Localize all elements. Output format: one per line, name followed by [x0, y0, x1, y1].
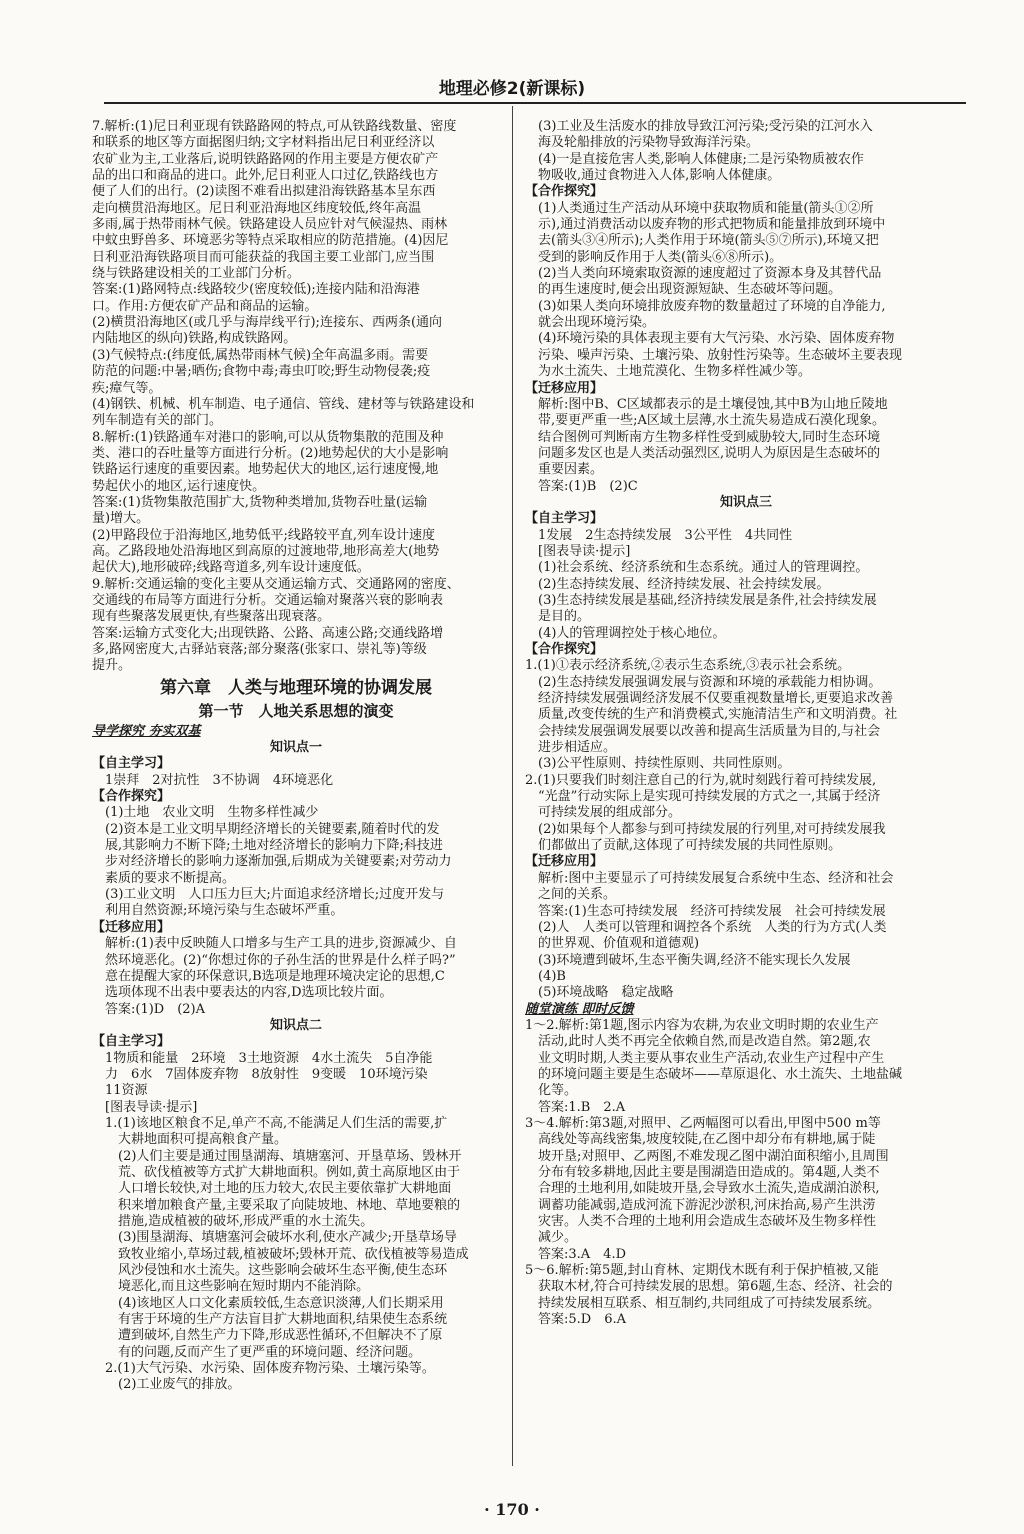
text-line: 海及轮船排放的污染物导致海洋污染。 — [525, 135, 760, 151]
text-line: (2)生态持续发展强调发展与资源和环境的承载能力相协调。 — [525, 674, 882, 690]
text-line: 污染、噪声污染、土壤污染、放射性污染等。生态破坏主要表现 — [525, 347, 903, 363]
text-line: 8.解析:(1)铁路通车对港口的影响,可以从货物集散的范围及种 — [92, 429, 444, 445]
text-line: 坡开垦;对照甲、乙两图,不难发现乙图中湖泊面积缩小,且周围 — [525, 1148, 889, 1164]
text-line: 的世界观、价值观和道德观) — [525, 936, 700, 952]
text-line: (4)B — [525, 968, 566, 984]
text-line: 高。乙路段地处沿海地区到高原的过渡地带,地形高差大(地势 — [92, 543, 440, 559]
text-line: 步对经济增长的影响力逐渐加强,后期成为关键要素;对劳动力 — [92, 854, 452, 870]
text-line: 解析:(1)表中反映随人口增多与生产工具的进步,资源减少、自 — [92, 936, 457, 952]
text-line: (5)环境战略 稳定战略 — [525, 985, 674, 1001]
text-line: 为水土流失、土地荒漠化、生物多样性减少等。 — [525, 364, 812, 380]
text-line: (4)环境污染的具体表现主要有大气污染、水污染、固体废弃物 — [525, 331, 895, 347]
text-line: 高线处等高线密集,坡度较陡,在乙图中却分布有耕地,属于陡 — [525, 1132, 876, 1148]
text-line: 去(箭头③④所示);人类作用于环境(箭头⑤⑦所示),环境又把 — [525, 233, 879, 249]
text-line: 1～2.解析:第1题,图示内容为农耕,为农业文明时期的农业生产 — [525, 1017, 879, 1033]
text-line: (4)钢铁、机械、机车制造、电子通信、管线、建材等与铁路建设和 — [92, 396, 475, 412]
text-line: 答案:(1)D (2)A — [92, 1001, 206, 1017]
text-line: (3)如果人类向环境排放废弃物的数量超过了环境的自净能力, — [525, 298, 886, 314]
text-line: 答案:1.B 2.A — [525, 1099, 626, 1115]
column-divider — [512, 106, 513, 1466]
text-line: 有的问题,反而产生了更严重的环境问题、经济问题。 — [92, 1344, 422, 1360]
text-line: 调蓄功能减弱,造成河流下游泥沙淤积,河床抬高,易产生洪涝 — [525, 1197, 876, 1213]
subheading: 【迁移应用】 — [92, 919, 171, 935]
text-line: 口。作用:方便农矿产品和商品的运输。 — [92, 298, 318, 314]
text-line: 活动,此时人类不再完全依赖自然,而是改造自然。第2题,农 — [525, 1034, 871, 1050]
text-line: 合理的土地利用,如陡坡开垦,会导致水土流失,造成湖泊淤积, — [525, 1181, 880, 1197]
text-line: 有害于环境的生产方法盲目扩大耕地面积,结果使生态系统 — [92, 1312, 448, 1328]
subheading: 知识点二 — [269, 1017, 322, 1033]
text-line: 多,路网密度大,古驿站衰落;部分聚落(张家口、崇礼等)等级 — [92, 642, 427, 657]
text-line: 结合图例可判断南方生物多样性受到威胁较大,同时生态环境 — [525, 429, 881, 445]
text-line: (2)横贯沿海地区(或几乎与海岸线平行);连接东、西两条(通向 — [92, 315, 443, 331]
text-line: 荒、砍伐植被等方式扩大耕地面积。例如,黄土高原地区由于 — [92, 1164, 461, 1180]
text-line: (2)生态持续发展、经济持续发展、社会持续发展。 — [525, 576, 830, 592]
text-line: 物吸收,通过食物进入人体,影响人体健康。 — [525, 168, 781, 184]
text-line: 示),通过消费活动以废弃物的形式把物质和能量排放到环境中 — [525, 217, 886, 233]
text-line: (2)人 人类可以管理和调控各个系统 人类的行为方式(人类 — [525, 919, 887, 935]
text-line: 问题多发区也是人类活动强烈区,说明人为原因是生态破坏的 — [525, 445, 881, 461]
section-banner: 随堂演练 即时反馈 — [525, 1001, 634, 1017]
text-line: 11资源 — [92, 1083, 148, 1099]
text-line: (2)如果每个人都参与到可持续发展的行列里,对可持续发展我 — [525, 821, 886, 837]
text-line: (1)土地 农业文明 生物多样性减少 — [92, 805, 319, 821]
text-line: 重要因素。 — [525, 462, 604, 478]
text-line: 利用自然资源;环境污染与生态破坏严重。 — [92, 903, 344, 919]
text-line: (3)生态持续发展是基础,经济持续发展是条件,社会持续发展 — [525, 592, 877, 608]
text-line: 答案:运输方式变化大;出现铁路、公路、高速公路;交通线路增 — [92, 625, 444, 641]
text-line: [图表导读·提示] — [92, 1099, 198, 1115]
subheading: 【自主学习】 — [92, 1034, 171, 1050]
section-title: 第一节 人地关系思想的演变 — [198, 701, 394, 720]
text-line: 列车制造有关的部门。 — [92, 413, 223, 429]
text-line: 可持续发展的组成部分。 — [525, 805, 682, 821]
left-column — [92, 119, 500, 1494]
text-line: 意在提醒大家的环保意识,B选项是地理环境决定论的思想,C — [92, 968, 445, 984]
text-line: 答案:(1)B (2)C — [525, 478, 638, 494]
text-line: (2)人们主要是通过围垦湖海、填塘塞河、开垦草场、毁林开 — [92, 1148, 462, 1164]
text-line: 带,要更严重一些;A区域土层薄,水土流失易造成石漠化现象。 — [525, 413, 886, 429]
text-line: 就会出现环境污染。 — [525, 315, 656, 331]
subheading: 【自主学习】 — [92, 756, 171, 772]
text-line: 受到的影响反作用于人类(箭头⑥⑧所示)。 — [525, 249, 783, 265]
text-line: 力 6水 7固体废弃物 8放射性 9变暖 10环境污染 — [92, 1066, 428, 1082]
text-line: 质量,改变传统的生产和消费模式,实施清洁生产和文明消费。社 — [525, 707, 898, 723]
subheading: 【合作探究】 — [525, 184, 604, 200]
header-rule — [104, 102, 966, 104]
text-line: 的再生速度时,便会出现资源短缺、生态破坏等问题。 — [525, 282, 842, 298]
text-line: 之间的关系。 — [525, 887, 617, 903]
text-line: 经济持续发展强调经济发展不仅要重视数量增长,更要追求改善 — [525, 691, 894, 707]
text-line: 解析:图中B、C区域都表示的是土壤侵蚀,其中B为山地丘陵地 — [525, 396, 888, 412]
text-line: 和联系的地区等方面据图归纳;文字材料指出尼日利亚经济以 — [92, 135, 435, 151]
text-line: 日利亚沿海铁路项目而可能获益的我国主要工业部门,应当围 — [92, 249, 435, 265]
right-column — [525, 119, 967, 1464]
text-line: 1.(1)该地区粮食不足,单产不高,不能满足人们生活的需要,扩 — [92, 1115, 448, 1131]
text-line: 大耕地面积可提高粮食产量。 — [92, 1132, 288, 1148]
section-banner: 导学探究 夯实双基 — [92, 723, 201, 739]
text-line: 量)增大。 — [92, 511, 150, 527]
text-line: 5～6.解析:第5题,封山育林、定期伐木既有利于保护植被,又能 — [525, 1263, 879, 1279]
text-line: (3)公平性原则、持续性原则、共同性原则。 — [525, 756, 791, 772]
text-line: 们都做出了贡献,这体现了可持续发展的共同性原则。 — [525, 838, 842, 854]
text-line: 灾害。人类不合理的土地利用会造成生态破坏及生物多样性 — [525, 1214, 877, 1230]
text-line: 中蚊虫野兽多、环境恶劣等特点采取相应的防范措施。(4)因尼 — [92, 233, 449, 249]
text-line: 3～4.解析:第3题,对照甲、乙两幅图可以看出,甲图中500 m等 — [525, 1115, 881, 1131]
page-title: 地理必修2(新课标) — [438, 79, 586, 99]
text-line: “光盘”行动实际上是实现可持续发展的方式之一,其属于经济 — [525, 789, 881, 805]
text-line: 走向横贯沿海地区。尼日利亚沿海地区纬度较低,终年高温 — [92, 200, 422, 216]
text-line: 7.解析:(1)尼日利亚现有铁路路网的特点,可从铁路线数量、密度 — [92, 119, 457, 134]
text-line: 会持续发展强调发展要以改善和提高生活质量为目的,与社会 — [525, 723, 881, 739]
text-line: 化等。 — [525, 1083, 578, 1099]
text-line: 选项体现不出表中要表达的内容,D选项比较片面。 — [92, 985, 393, 1001]
text-line: 答案:(1)货物集散范围扩大,货物种类增加,货物吞吐量(运输 — [92, 494, 428, 510]
text-line: (3)围垦湖海、填塘塞河会破坏水利,使水产减少;开垦草场导 — [92, 1230, 457, 1246]
text-line: 1.(1)①表示经济系统,②表示生态系统,③表示社会系统。 — [525, 658, 851, 674]
subheading: 知识点三 — [719, 494, 772, 510]
text-line: 便了人们的出行。(2)读图不难看出拟建沿海铁路基本呈东西 — [92, 184, 436, 200]
text-line: 1发展 2生态持续发展 3公平性 4共同性 — [525, 527, 793, 543]
subheading: 【迁移应用】 — [525, 854, 604, 870]
text-line: 答案:(1)路网特点:线路较少(密度较低);连接内陆和沿海港 — [92, 282, 420, 298]
chapter-title: 第六章 人类与地理环境的协调发展 — [160, 677, 432, 698]
text-line: 措施,造成植被的破坏,形成严重的水土流失。 — [92, 1214, 374, 1229]
text-line: 9.解析:交通运输的变化主要从交通运输方式、交通路网的密度、 — [92, 576, 460, 592]
text-line: 进步相适应。 — [525, 740, 617, 756]
text-line: 铁路运行速度的重要因素。地势起伏大的地区,运行速度慢,地 — [92, 462, 439, 478]
text-line: 疾;瘴气等。 — [92, 380, 162, 396]
text-line: 现有些聚落发展更快,有些聚落出现衰落。 — [92, 609, 331, 625]
text-line: 人口增长较快,对土地的压力较大,农民主要依靠扩大耕地面 — [92, 1181, 452, 1197]
text-line: 遭到破坏,自然生产力下降,形成恶性循环,不但解决不了原 — [92, 1328, 443, 1344]
text-line: 2.(1)大气污染、水污染、固体废弃物污染、土壤污染等。 — [92, 1361, 435, 1377]
text-line: (1)人类通过生产活动从环境中获取物质和能量(箭头①②所 — [525, 200, 874, 216]
text-line: 农矿业为主,工业落后,说明铁路路网的作用主要是方便农矿产 — [92, 151, 439, 167]
text-line: 致牧业缩小,草场过载,植被破坏;毁林开荒、砍伐植被等易造成 — [92, 1246, 469, 1262]
text-line: 答案:5.D 6.A — [525, 1312, 626, 1328]
text-line: 1崇拜 2对抗性 3不协调 4环境恶化 — [92, 772, 334, 788]
text-line: (3)气候特点:(纬度低,属热带雨林气候)全年高温多雨。需要 — [92, 347, 429, 363]
text-line: (2)资本是工业文明早期经济增长的关键要素,随着时代的发 — [92, 821, 440, 837]
page-number: · 170 · — [484, 1500, 540, 1519]
subheading: 【迁移应用】 — [525, 380, 604, 396]
text-line: 类、港口的吞吐量等方面进行分析。(2)地势起伏的大小是影响 — [92, 445, 449, 461]
text-line: 多雨,属于热带雨林气候。铁路建设人员应针对气候湿热、雨林 — [92, 217, 448, 233]
text-line: 势起伏小的地区,运行速度快。 — [92, 478, 266, 494]
text-line: 的环境问题主要是生态破坏——草原退化、水土流失、土地盐碱 — [525, 1066, 903, 1082]
text-line: 素质的要求不断提高。 — [92, 870, 236, 886]
subheading: 【自主学习】 — [525, 511, 604, 527]
text-line: 2.(1)只要我们时刻注意自己的行为,就时刻践行着可持续发展, — [525, 772, 877, 788]
subheading: 知识点一 — [269, 740, 322, 756]
text-line: 品的出口和商品的进口。此外,尼日利亚人口过亿,铁路线也方 — [92, 168, 439, 184]
text-line: (2)甲路段位于沿海地区,地势低平;线路较平直,列车设计速度 — [92, 527, 436, 543]
text-line: 业文明时期,人类主要从事农业生产活动,农业生产过程中产生 — [525, 1050, 885, 1066]
text-line: 起伏大),地形破碎;线路弯道多,列车设计速度低。 — [92, 560, 370, 576]
text-line: (3)工业及生活废水的排放导致江河污染;受污染的江河水入 — [525, 119, 873, 134]
text-line: 境恶化,而且这些影响在短时期内不能消除。 — [92, 1279, 370, 1295]
text-line: 防范的问题:中暑;晒伤;食物中毒;毒虫叮咬;野生动物侵袭;疫 — [92, 364, 431, 380]
text-line: 分布有较多耕地,因此主要是围湖造田造成的。第4题,人类不 — [525, 1165, 880, 1180]
text-line: (3)工业文明 人口压力巨大;片面追求经济增长;过度开发与 — [92, 887, 445, 903]
text-line: 减少。 — [525, 1230, 578, 1246]
text-line: 持续发展相互联系、相互制约,共同组成了可持续发展系统。 — [525, 1295, 881, 1311]
subheading: 【合作探究】 — [525, 642, 604, 657]
text-line: (4)一是直接危害人类,影响人体健康;二是污染物质被农作 — [525, 151, 864, 167]
text-line: 积来增加粮食产量,主要采取了向陡坡地、林地、草地要粮的 — [92, 1197, 461, 1213]
text-line: (4)该地区人口文化素质较低,生态意识淡薄,人们长期采用 — [92, 1295, 444, 1311]
text-line: 交通线的布局等方面进行分析。交通运输对聚落兴衰的影响表 — [92, 592, 444, 608]
text-line: 绕与铁路建设相关的工业部门分析。 — [92, 266, 301, 282]
text-line: 内陆地区的纵向)铁路,构成铁路网。 — [92, 331, 297, 347]
text-line: 获取木材,符合可持续发展的思想。第6题,生态、经济、社会的 — [525, 1279, 893, 1295]
text-line: 风沙侵蚀和水土流失。这些影响会破坏生态平衡,使生态环 — [92, 1263, 448, 1279]
text-line: (2)当人类向环境索取资源的速度超过了资源本身及其替代品 — [525, 266, 882, 282]
text-line: (3)环境遭到破坏,生态平衡失调,经济不能实现长久发展 — [525, 952, 851, 968]
text-line: 提升。 — [92, 658, 132, 674]
text-line: 答案:3.A 4.D — [525, 1246, 626, 1262]
text-line: 1物质和能量 2环境 3土地资源 4水土流失 5自净能 — [92, 1050, 433, 1066]
text-line: 然环境恶化。(2)“你想过你的子孙生活的世界是什么样子吗?” — [92, 952, 456, 968]
subheading: 【合作探究】 — [92, 789, 171, 805]
text-line: (4)人的管理调控处于核心地位。 — [525, 625, 726, 641]
text-line: 展,其影响力不断下降;土地对经济增长的影响力下降;科技进 — [92, 838, 443, 854]
text-line: 答案:(1)生态可持续发展 经济可持续发展 社会可持续发展 — [525, 903, 886, 919]
text-line: (1)社会系统、经济系统和生态系统。通过人的管理调控。 — [525, 560, 869, 576]
text-line: 解析:图中主要显示了可持续发展复合系统中生态、经济和社会 — [525, 870, 894, 886]
text-line: [图表导读·提示] — [525, 543, 631, 559]
text-line: (2)工业废气的排放。 — [92, 1377, 241, 1393]
text-line: 是目的。 — [525, 609, 591, 625]
